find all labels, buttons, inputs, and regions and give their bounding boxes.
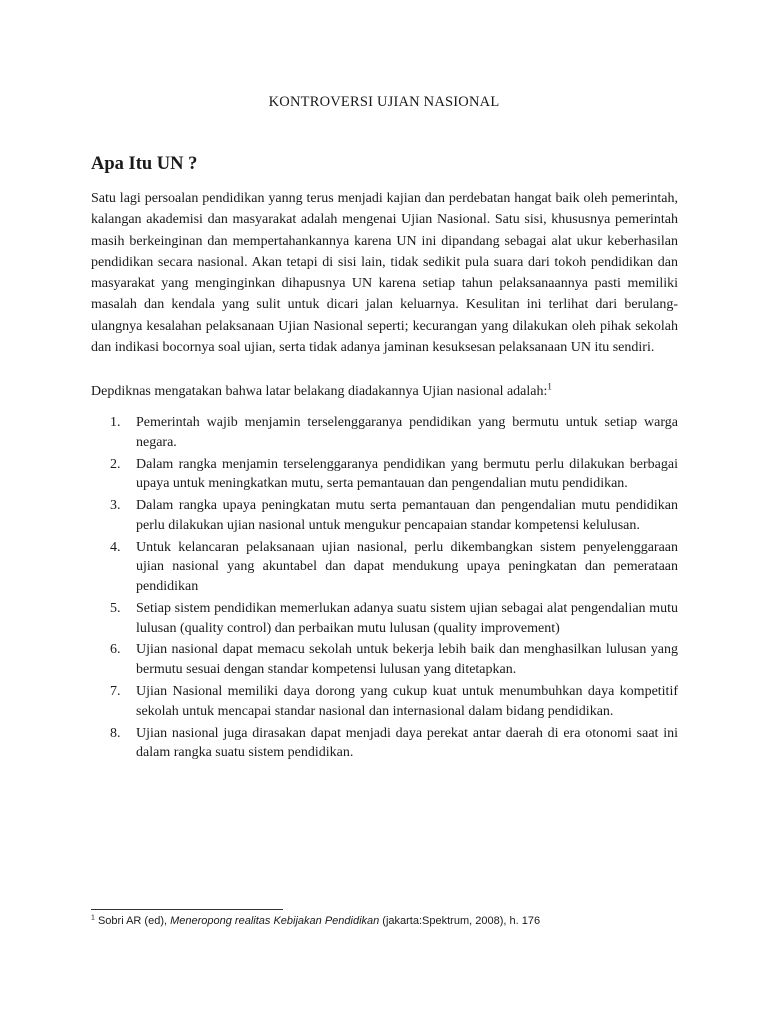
background-paragraph-text: Depdiknas mengatakan bahwa latar belakang diadakannya Ujian nasional adalah: (91, 384, 548, 399)
list-item (91, 455, 678, 494)
list-item-number: 5. (110, 600, 121, 616)
list-item-text: Untuk kelancaran pelaksanaan ujian nasional, perlu dikembangkan sistem penyelenggaraan ujian nasional yang akuntabel dan dapat mendukung upaya peningkatan dan pemerataan pendidikan (136, 539, 678, 594)
list-item-text: Setiap sistem pendidikan memerlukan adanya suatu sistem ujian sebagai alat pengendalian mutu lulusan (quality control) dan perbaikan mutu lulusan (quality improvement) (136, 600, 678, 636)
list-item (91, 724, 678, 763)
list-item-text: Dalam rangka upaya peningkatan mutu serta pemantauan dan pengendalian mutu pendidikan perlu dilakukan ujian nasional untuk mengukur pencapaian standar kompetensi kelulusan. (136, 498, 678, 533)
list-item-number: 1. (110, 415, 121, 430)
list-item-text: Ujian Nasional memiliki daya dorong yang cukup kuat untuk menumbuhkan daya kompetitif sekolah untuk mencapai standar nasional dan internasional dalam bidang pendidikan. (136, 684, 678, 719)
intro-paragraph: Satu lagi persoalan pendidikan yanng terus menjadi kajian dan perdebatan hangat baik oleh pemerintah, kalangan akademisi dan masyarakat adalah mengenai Ujian Nasional. Satu sisi, khususnya pemerintah masih berkeinginan dan mempertahankannya karena UN ini dipandang sebagai alat ukur keberhasilan pendidikan secara nasional. Akan tetapi di sisi lain, tidak sedikit pula suara dari tokoh pendidikan dan masyarakat yang menginginkan dihapusnya UN karena setiap tahun pelaksanaannya pasti memiliki masalah dan kendala yang sulit untuk dicari jalan keluarnya. Kesulitan ini terlihat dari berulang-ulangnya kesalahan pelaksanaan Ujian Nasional seperti; kecurangan yang dilakukan oleh pihak sekolah dan indikasi bocornya soal ujian, serta tidak adanya jaminan kesuksesan pelaksanaan UN itu sendiri. (91, 191, 678, 356)
footnote (91, 914, 540, 929)
background-paragraph (91, 381, 678, 402)
list-item-number: 4. (110, 539, 121, 555)
list-item-text: Dalam rangka menjamin terselenggaranya pendidikan yang bermutu perlu dilakukan berbagai upaya untuk meningkatkan mutu, serta pemantauan dan pengendalian mutu pendidikan. (136, 456, 678, 492)
list-item (91, 538, 678, 597)
list-item (91, 640, 678, 679)
list-item-number: 8. (110, 725, 121, 741)
footnote-separator (91, 909, 283, 910)
list-item-number: 6. (110, 642, 121, 658)
list-item (91, 599, 678, 638)
footnote-reference[interactable]: 1 (547, 381, 552, 392)
document-title: KONTROVERSI UJIAN NASIONAL (268, 94, 500, 110)
background-list (91, 413, 678, 765)
list-item-number: 2. (110, 456, 121, 472)
section-heading: Apa Itu UN ? (91, 154, 198, 174)
list-item-text: Ujian nasional dapat memacu sekolah untuk bekerja lebih baik dan menghasilkan lulusan yang bermutu sesuai dengan standar kompetensi lulusan yang ditetapkan. (136, 642, 678, 678)
list-item-number: 7. (110, 684, 121, 700)
footnote-mark: 1 (91, 914, 95, 922)
list-item (91, 413, 678, 452)
footnote-publication: (jakarta:Spektrum, 2008), h. 176 (379, 915, 541, 927)
list-item (91, 682, 678, 721)
list-item (91, 496, 678, 535)
footnote-book-title: Meneropong realitas Kebijakan Pendidikan (170, 915, 380, 927)
footnote-author: Sobri AR (ed), (94, 915, 171, 927)
list-item-number: 3. (110, 498, 121, 514)
list-item-text: Pemerintah wajib menjamin terselenggaranya pendidikan yang bermutu untuk setiap warga negara. (136, 415, 678, 450)
list-item-text: Ujian nasional juga dirasakan dapat menjadi daya perekat antar daerah di era otonomi saat ini dalam rangka suatu sistem pendidikan. (136, 725, 678, 761)
